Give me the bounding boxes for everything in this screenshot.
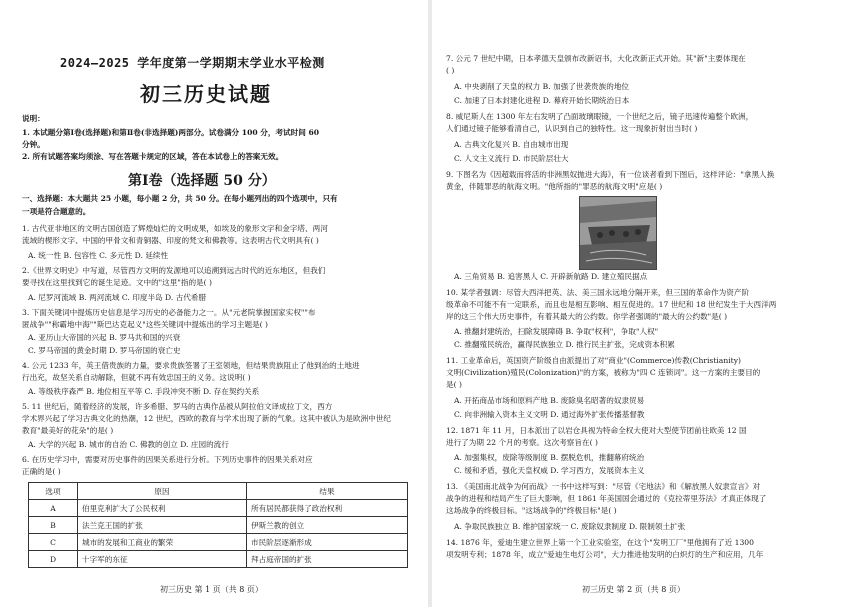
page-footer: 初三历史 第 2 页（共 8 页） xyxy=(582,585,685,594)
question-text: 一项是符合题意的。 xyxy=(22,207,91,216)
table-cell: 城市的发展和工商业的繁荣 xyxy=(78,534,247,551)
table-cell: 十字军的东征 xyxy=(78,551,247,568)
question-text: 12. 1871 年 11 月，日本派出了以岩仓具视为特命全权大使对大型使节团前往欧美 12 国 xyxy=(446,426,747,435)
question-text: 项发明专利；1878 年，成立"爱迪生电灯公司"，大力推进他发明的白炽灯的生产和应用，几年 xyxy=(446,550,764,559)
table-cell: 法兰克王国的扩张 xyxy=(78,517,247,534)
cause-effect-table xyxy=(28,482,408,568)
question-text: 7. 公元 7 世纪中期，日本孝德天皇颁布改新诏书，大化改新正式开始。其"新"主要体现在 xyxy=(446,54,746,63)
question-text: 5. 11 世纪后，随着经济的发展，许多希腊、罗马的古典作品被从阿拉伯文译成拉丁文，西方 xyxy=(22,402,333,411)
table-cell: 所有居民都获得了政治权利 xyxy=(247,500,408,517)
question-text: 2.《世界文明史》中写道，尽管西方文明的发源地可以追溯到远古时代的近东地区，但我们 xyxy=(22,266,326,275)
question-text: 教育"最美好的花朵"的是( ) xyxy=(22,426,114,435)
answer-options: A. 尼罗河流域 B. 两河流域 C. 印度半岛 D. 古代希腊 xyxy=(28,293,207,302)
question-text: 6. 在历史学习中，需要对历史事件的因果关系进行分析。下列历史事件的因果关系对应 xyxy=(22,455,313,464)
question-text: 13. 《美国南北战争为何而战》一书中这样写到："尽管《宅地法》和《解放黑人奴隶宣言》对 xyxy=(446,482,761,491)
table-row xyxy=(29,500,408,517)
answer-options: C. 罗马帝国的黄金时期 D. 罗马帝国的衰亡史 xyxy=(28,346,181,355)
note-line: 分钟。 xyxy=(22,140,45,149)
answer-options: A. 统一性 B. 包容性 C. 多元性 D. 延续性 xyxy=(28,251,169,260)
answer-options: A. 开拓商品市场和原料产地 B. 废除臭名昭著的奴隶贸易 xyxy=(454,396,645,405)
table-cell: 伯里克利扩大了公民权利 xyxy=(78,500,247,517)
answer-options: C. 向非洲输入资本主义文明 D. 通过海外扩张传播基督教 xyxy=(454,410,645,419)
question-text: ( ) xyxy=(446,66,455,75)
question-text: 黄金，伴随罪恶的航海文明。"他所指的"罪恶的航海文明"应是( ) xyxy=(446,182,663,191)
page-footer: 初三历史 第 1 页（共 8 页） xyxy=(160,585,263,594)
question-text: 正确的是( ) xyxy=(22,467,61,476)
table-cell: 拜占庭帝国的扩张 xyxy=(247,551,408,568)
answer-options: A. 亚历山大帝国的兴起 B. 罗马共和国的兴衰 xyxy=(28,333,181,342)
answer-options: A. 三角贸易 B. 追害黑人 C. 开辟新航路 D. 建立殖民据点 xyxy=(454,272,648,281)
column-header: 原因 xyxy=(78,483,247,500)
question-text: 匿战争""称霸地中海""斯巴达克起义"这些关键词中提炼出的学习主题是( ) xyxy=(22,320,269,329)
question-text: 行出充，故坚关系自动解除，但就不再有效忠国王的义务。这说明( ) xyxy=(22,373,251,382)
slave-ship-illustration xyxy=(579,196,657,270)
answer-options: A. 古典文化复兴 B. 自由城市出现 xyxy=(454,140,569,149)
exam-page-1 xyxy=(0,0,428,607)
question-text: 文明(Civilization)殖民(Colonization)"的方案，被称为"四 C 连锁词"。这一方案的主要目的 xyxy=(446,368,761,377)
table-row xyxy=(29,551,408,568)
question-text: 这场战争的终极目标。"这场战争的"终极目标"是( ) xyxy=(446,506,617,515)
answer-options: C. 缓和矛盾，强化天皇权威 D. 学习西方，发展资本主义 xyxy=(454,466,645,475)
question-text: 11. 工业革命后，英国资产阶级自由派提出了对"商业"(Commerce)传教(Christianity) xyxy=(446,356,741,365)
answer-options: C. 加速了日本封建化进程 D. 幕府开始长期统治日本 xyxy=(454,96,630,105)
answer-options: A. 推翻封建统治，扫除发展障碍 B. 争取"权利"，争取"人权" xyxy=(454,327,659,336)
question-text: 人们通过镜子能够看清自己，认识到自己的独特性。这一现象折射出当时( ) xyxy=(446,124,698,133)
question-text: 1. 古代亚非地区的文明古国创造了辉煌灿烂的文明成果，如埃及的象形文字和金字塔、两河 xyxy=(22,224,328,233)
table-cell: 伊斯兰教的创立 xyxy=(247,517,408,534)
table-row xyxy=(29,534,408,551)
table-cell: C xyxy=(29,534,78,551)
table-cell: A xyxy=(29,500,78,517)
question-text: 10. 某学者强调：尽管大西洋把英、法、美三国永远地分隔开来，但三国的革命作为资产阶 xyxy=(446,288,750,297)
question-text: 一、选择题：本大题共 25 小题，每小题 2 分，共 50 分。在每小题列出的四个选项中，只有 xyxy=(22,194,338,203)
answer-options: A. 大学的兴起 B. 城市的自治 C. 佛教的创立 D. 庄园的流行 xyxy=(28,440,229,449)
question-text: 战争的进程和结局产生了巨大影响，但 1861 年美国国会通过的《克拉蒂里芬法》才真正体现了 xyxy=(446,494,767,503)
answer-options: C. 推翻殖民统治，赢得民族独立 D. 推行民主扩张，完成资本积累 xyxy=(454,340,675,349)
section-title: 第Ⅰ卷（选择题 50 分） xyxy=(128,173,276,189)
answer-options: A. 等级秩序森严 B. 地位相互平等 C. 手段冲突不断 D. 存在契约关系 xyxy=(28,387,260,396)
question-text: 8. 威尼斯人在 1300 年左右发明了凸面玻璃眼镜，一个世纪之后，镜子迅速传遍整个欧洲， xyxy=(446,112,754,121)
exam-title: 初三历史试题 xyxy=(140,82,272,106)
note-line: 2. 所有试题答案均须涂、写在答题卡规定的区域，答在本试卷上的答案无效。 xyxy=(22,152,284,161)
question-text: 流域的楔形文字、中国的甲骨文和青铜器、印度的梵文和佛教等。这表明古代文明具有( ) xyxy=(22,236,319,245)
question-text: 是( ) xyxy=(446,380,462,389)
column-header: 选项 xyxy=(29,483,78,500)
notes-heading: 说明： xyxy=(22,114,45,123)
table-cell: D xyxy=(29,551,78,568)
exam-header: 2024—2025 学年度第一学期期末学业水平检测 xyxy=(60,56,325,70)
question-text: 岸的这三个伟大历史事件，有着其最大的公约数。你学者强调的"最大的公约数"是( ) xyxy=(446,312,728,321)
question-text: 4. 公元 1233 年，英王借贵族的力量，要求贵族签署了王室领地，但结果贵族阻止了他到治的土地进 xyxy=(22,361,360,370)
answer-options: C. 人文主义流行 D. 市民阶层壮大 xyxy=(454,154,569,163)
question-text: 进行了为期 22 个月的考察。这次考察旨在( ) xyxy=(446,438,598,447)
answer-options: A. 争取民族独立 B. 维护国家统一 C. 废除奴隶制度 D. 限制领土扩张 xyxy=(454,522,686,531)
table-cell: B xyxy=(29,517,78,534)
engraving-image xyxy=(580,197,656,269)
column-header: 结果 xyxy=(247,483,408,500)
note-line: 1. 本试题分第Ⅰ卷(选择题)和第Ⅱ卷(非选择题)两部分。试卷满分 100 分，考试时间 60 xyxy=(22,128,320,137)
table-header-row xyxy=(29,483,408,500)
table-cell: 市民阶层逐渐形成 xyxy=(247,534,408,551)
answer-options: A. 加强集权，废除等级制度 B. 摆脱危机，推翻幕府统治 xyxy=(454,453,645,462)
question-text: 级革命不可能不有一定联系，而且也是相互影响、相互促进的。17 世纪和 18 世纪发生于大西洋两 xyxy=(446,300,777,309)
exam-page-2 xyxy=(432,0,860,607)
question-text: 9. 下图名为《因超载而将活的非洲黑奴抛进大海》，有一位谈者看到下图后，这样评论："拿黑人换 xyxy=(446,170,775,179)
question-text: 要寻找在这里找到它的诞生足迹。文中的"这里"指的是( ) xyxy=(22,278,212,287)
question-text: 学术界兴起了学习古典文化的热潮，12 世纪，西欧的教育与学术出现了新的气象。这其中被认为是欧洲中世纪 xyxy=(22,414,391,423)
answer-options: A. 中央剥削了天皇的权力 B. 加强了世袭贵族的地位 xyxy=(454,82,630,91)
table-row xyxy=(29,517,408,534)
question-text: 14. 1876 年，爱迪生建立世界上第一个工业实验室，在这个"发明工厂"里他拥有了近 1300 xyxy=(446,538,754,547)
question-text: 3. 下面关键词中提炼历史信息是学习历史的必备能力之一。从"元老院掌握国家实权""布 xyxy=(22,308,316,317)
